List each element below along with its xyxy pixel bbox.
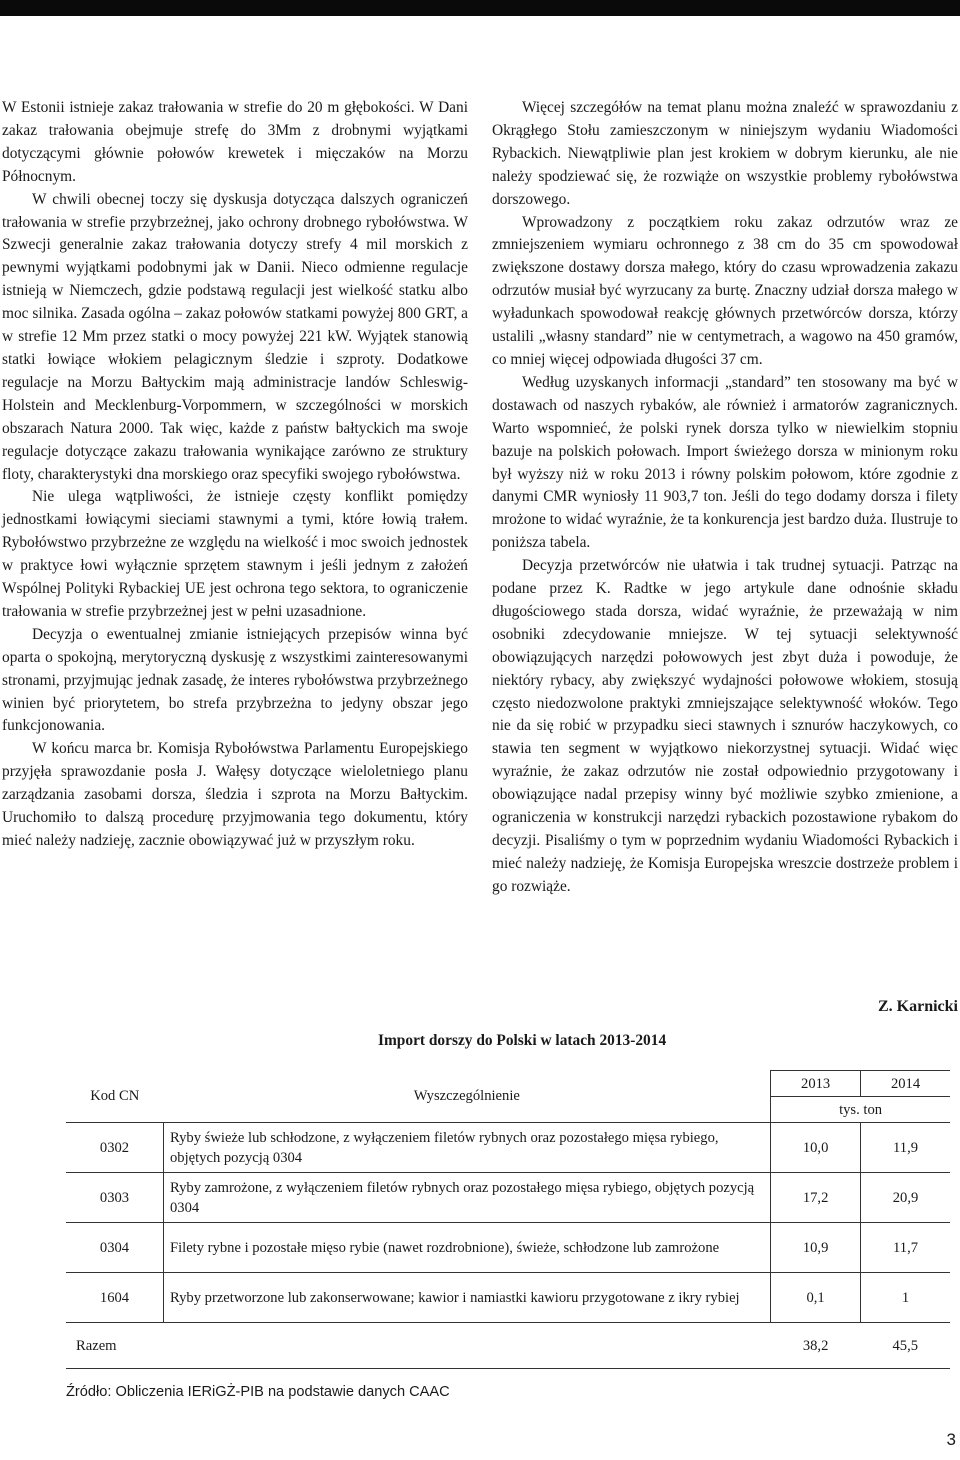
left-column	[2, 97, 468, 853]
row-desc: Filety rybne i pozostałe mięso rybie (nawet rozdrobnione), świeże, schłodzone lub zamrożone	[163, 1223, 770, 1273]
right-column	[492, 97, 958, 899]
paragraph: Nie ulega wątpliwości, że istnieje częsty konflikt pomiędzy jednostkami łowiącymi sieciami stawnymi a tymi, które łowią trałem. Rybołówstwo przybrzeżne ze względu na wielkość i moc swoich jednostek w praktyce łowi wyłącznie sprzętem stawnym i jeśli jednym z założeń Wspólnej Polityki Rybackiej UE jest ochrona tego sektora, to ograniczenie trałowania w strefie przybrzeżnej jest w pełni uzasadnione.	[2, 488, 468, 620]
header-year-2013: 2013	[771, 1071, 861, 1097]
row-2014: 1	[861, 1273, 950, 1323]
row-code: 0303	[66, 1173, 163, 1223]
table-row	[66, 1173, 950, 1223]
import-table	[66, 1070, 950, 1369]
row-2013: 17,2	[771, 1173, 861, 1223]
header-unit: tys. ton	[771, 1097, 950, 1123]
table-row	[66, 1123, 950, 1173]
total-label: Razem	[66, 1323, 771, 1369]
table-row	[66, 1273, 950, 1323]
paragraph: W końcu marca br. Komisja Rybołówstwa Parlamentu Europejskiego przyjęła sprawozdanie posła J. Wałęsy dotyczące wieloletniego planu zarządzania zasobami dorsza, śledzia i szprota na Morzu Bałtyckim. Uruchomiło to dalszą procedurę przyjmowania tego dokumentu, który mieć należy nadzieję, zacznie obowiązywać już w przyszłym roku.	[2, 740, 468, 849]
table-row	[66, 1223, 950, 1273]
paragraph: W chwili obecnej toczy się dyskusja dotycząca dalszych ograniczeń trałowania w strefie przybrzeżnej, jako ochrony drobnego rybołówstwa. W Szwecji generalnie zakaz trałowania dotyczy strefy 4 mil morskich z pewnymi wyjątkami podobnymi jak w Danii. Nieco odmienne regulacje istnieją w Niemczech, gdzie podstawą regulacji jest wielkość statku albo moc silnika. Zasada ogólna – zakaz połowów statkami powyżej 800 GRT, a w strefie 12 Mm przez statki o mocy powyżej 221 kW. Wyjątek stanowią statki łowiące włokiem pelagicznym śledzie i szproty. Dodatkowe regulacje na Morzu Bałtyckim mają administracje landów Schleswig-Holstein and Mecklenburg-Vorpommern, w szczególności w morskich obszarach Natura 2000. Tak więc, każde z państw bałtyckich ma swoje regulacje dotyczące zakazu trałowania wynikające zarówno ze struktury floty, charakterystyki dna morskiego oraz specyfiki swojego rybołówstwa.	[2, 190, 468, 483]
row-desc: Ryby zamrożone, z wyłączeniem filetów rybnych oraz pozostałego mięsa rybiego, objętych pozycją 0304	[163, 1173, 770, 1223]
row-2014: 11,7	[861, 1223, 950, 1273]
row-2014: 20,9	[861, 1173, 950, 1223]
row-code: 0302	[66, 1123, 163, 1173]
row-2013: 10,9	[771, 1223, 861, 1273]
total-2014: 45,5	[861, 1323, 950, 1369]
row-code: 0304	[66, 1223, 163, 1273]
paragraph: Wprowadzony z początkiem roku zakaz odrzutów wraz ze zmniejszeniem wymiaru ochronnego z 38 cm do 35 cm spowodował zwiększone dostawy dorsza małego, który do czasu wprowadzenia zakazu odrzutów musiał być wyrzucany za burtę. Znaczny udział dorsza małego w wyładunkach spowodował reakcję głównych przetwórców dorsza, którzy ustalili „własny standard” nie w centymetrach, a wagowo na 450 gramów, co mniej więcej odpowiada długości 37 cm.	[492, 213, 958, 368]
row-desc: Ryby świeże lub schłodzone, z wyłączeniem filetów rybnych oraz pozostałego mięsa rybiego, objętych pozycją 0304	[163, 1123, 770, 1173]
row-2014: 11,9	[861, 1123, 950, 1173]
table-total-row	[66, 1323, 950, 1369]
header-year-2014: 2014	[861, 1071, 950, 1097]
paragraph: Więcej szczegółów na temat planu można znaleźć w sprawozdaniu z Okrągłego Stołu zamieszczonym w niniejszym wydaniu Wiadomości Rybackich. Niewątpliwie plan jest krokiem w dobrym kierunku, ale nie należy spodziewać się, że rozwiąże on wszystkie problemy rybołówstwa dorszowego.	[492, 99, 958, 208]
row-2013: 0,1	[771, 1273, 861, 1323]
total-2013: 38,2	[771, 1323, 861, 1369]
row-2013: 10,0	[771, 1123, 861, 1173]
top-bar	[0, 0, 960, 16]
author-signature: Z. Karnicki	[877, 998, 958, 1015]
header-code: Kod CN	[90, 1088, 140, 1105]
row-code: 1604	[66, 1273, 163, 1323]
table-header-row	[66, 1071, 950, 1097]
header-desc: Wyszczególnienie	[413, 1088, 520, 1105]
page-number: 3	[946, 1430, 956, 1449]
table-source: Źródło: Obliczenia IERiGŻ-PIB na podstawie danych CAAC	[66, 1384, 450, 1400]
table-title: Import dorszy do Polski w latach 2013-2014	[378, 1032, 667, 1049]
paragraph: Decyzja przetwórców nie ułatwia i tak trudnej sytuacji. Patrząc na podane przez K. Radtke w jego artykule dane odnośnie składu długościowego stada dorsza, widać wyraźnie, że przeważają w nim osobniki zdecydowanie mniejsze. W tej sytuacji selektywność obowiązujących narzędzi połowowych jest zbyt duża i powoduje, że niektóry rybacy, aby zwiększyć wydajności połowowe włokiem, stosują często niedozwolone praktyki zmniejszające selektywność włoków. Tego nie da się robić w przypadku sieci stawnych i sznurów haczykowych, co stawia ten segment w wyjątkowo niekorzystnej sytuacji. Widać więc wyraźnie, że zakaz odrzutów nie został odpowiednio przygotowany i obowiązujące nadal przepisy winny być możliwie szybko zmienione, a ograniczenia w konstrukcji narzędzi rybackich pozostawione rybakom do decyzji. Pisaliśmy o tym w poprzednim wydaniu Wiadomości Rybackich i mieć należy nadzieję, że Komisja Europejska wreszcie dostrzeże problem i go rozwiąże.	[492, 557, 958, 895]
paragraph: W Estonii istnieje zakaz trałowania w strefie do 20 m głębokości. W Dani zakaz trałowania obejmuje strefę do 3Mm z drobnymi wyjątkami dotyczącymi głównie połowów krewetek i mięczaków na Morzu Północnym.	[2, 99, 468, 185]
paragraph: Według uzyskanych informacji „standard” ten stosowany ma być w dostawach od naszych rybaków, ale również i armatorów zagranicznych. Warto wspomnieć, że polski rynek dorsza tylko w niewielkim stopniu bazuje na polskich połowach. Import świeżego dorsza w minionym roku był wyższy niż w roku 2013 i równy polskim połowom, które zgodnie z danymi CMR wyniosły 11 903,7 ton. Jeśli do tego dodamy dorsza i filety mrożone to widać wyraźnie, że ta konkurencja jest bardzo duża. Ilustruje to poniższa tabela.	[492, 373, 958, 552]
row-desc: Ryby przetworzone lub zakonserwowane; kawior i namiastki kawioru przygotowane z ikry rybiej	[163, 1273, 770, 1323]
paragraph: Decyzja o ewentualnej zmianie istniejących przepisów winna być oparta o spokojną, merytoryczną dyskusję z wszystkimi zainteresowanymi stronami, przyjmując jednak zasadę, że interes rybołówstwa przybrzeżnego winien być priorytetem, bo strefa przybrzeżna to jedyny obszar jego funkcjonowania.	[2, 625, 468, 735]
